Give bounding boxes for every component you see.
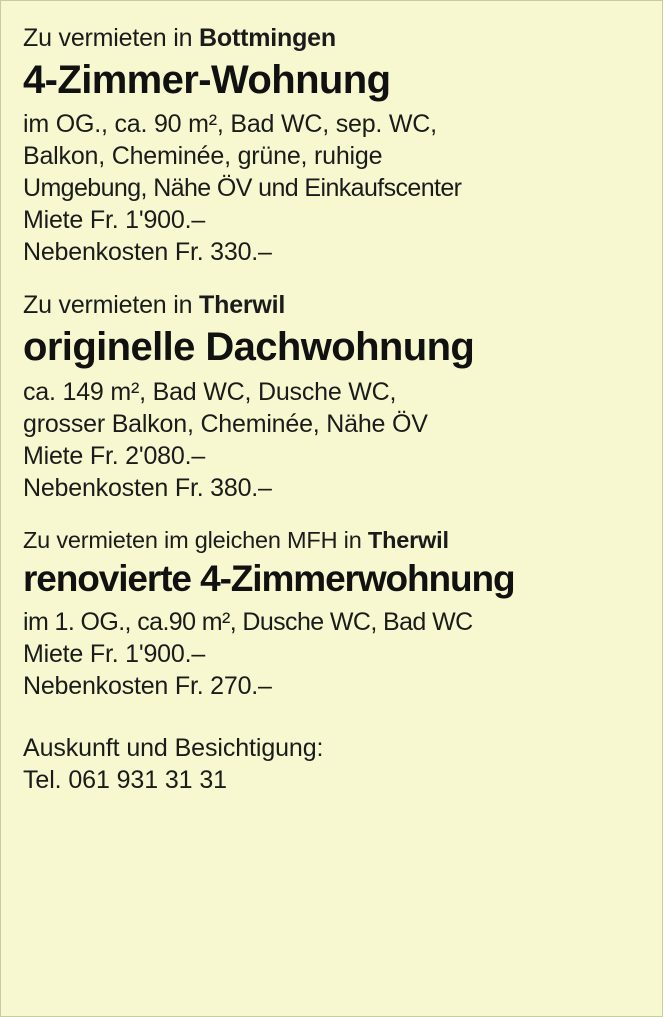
listing-bottmingen [23, 23, 644, 268]
listing-rent: Miete Fr. 1'900.– [23, 206, 206, 235]
listing-extra-costs: Nebenkosten Fr. 380.– [23, 473, 272, 502]
listing-lead [23, 526, 644, 555]
contact-block [23, 732, 644, 796]
listing-lead [23, 23, 644, 54]
listing-extra-costs: Nebenkosten Fr. 270.– [23, 671, 272, 700]
listing-extra-costs: Nebenkosten Fr. 330.– [23, 238, 272, 267]
listing-detail-line: Umgebung, Nähe ÖV und Einkaufscenter [23, 174, 462, 203]
listing-headline: originelle Dachwohnung [23, 324, 475, 369]
listing-detail-line: Balkon, Cheminée, grüne, ruhige [23, 142, 383, 171]
listing-rent: Miete Fr. 2'080.– [23, 441, 206, 470]
listing-headline: 4-Zimmer-Wohnung [23, 57, 391, 102]
listing-rent: Miete Fr. 1'900.– [23, 639, 206, 668]
contact-phone: Tel. 061 931 31 31 [23, 765, 227, 794]
listing-headline: renovierte 4-Zimmerwohnung [23, 558, 515, 600]
listing-lead [23, 290, 644, 321]
contact-label: Auskunft und Besichtigung: [23, 733, 324, 762]
lead-prefix: Zu vermieten im gleichen MFH in [23, 526, 368, 553]
lead-place: Bottmingen [199, 24, 336, 52]
listing-detail-line: im 1. OG., ca.90 m², Dusche WC, Bad WC [23, 607, 473, 636]
lead-prefix: Zu vermieten in [23, 291, 200, 320]
listing-therwil-renoviert [23, 526, 644, 702]
lead-place: Therwil [199, 291, 286, 320]
lead-prefix: Zu vermieten in [23, 24, 200, 52]
listing-detail-line: ca. 149 m², Bad WC, Dusche WC, [23, 377, 397, 406]
lead-place: Therwil [367, 526, 449, 553]
listing-detail-line: im OG., ca. 90 m², Bad WC, sep. WC, [23, 110, 437, 139]
listing-therwil-dachwohnung [23, 290, 644, 503]
listing-detail-line: grosser Balkon, Cheminée, Nähe ÖV [23, 409, 428, 438]
